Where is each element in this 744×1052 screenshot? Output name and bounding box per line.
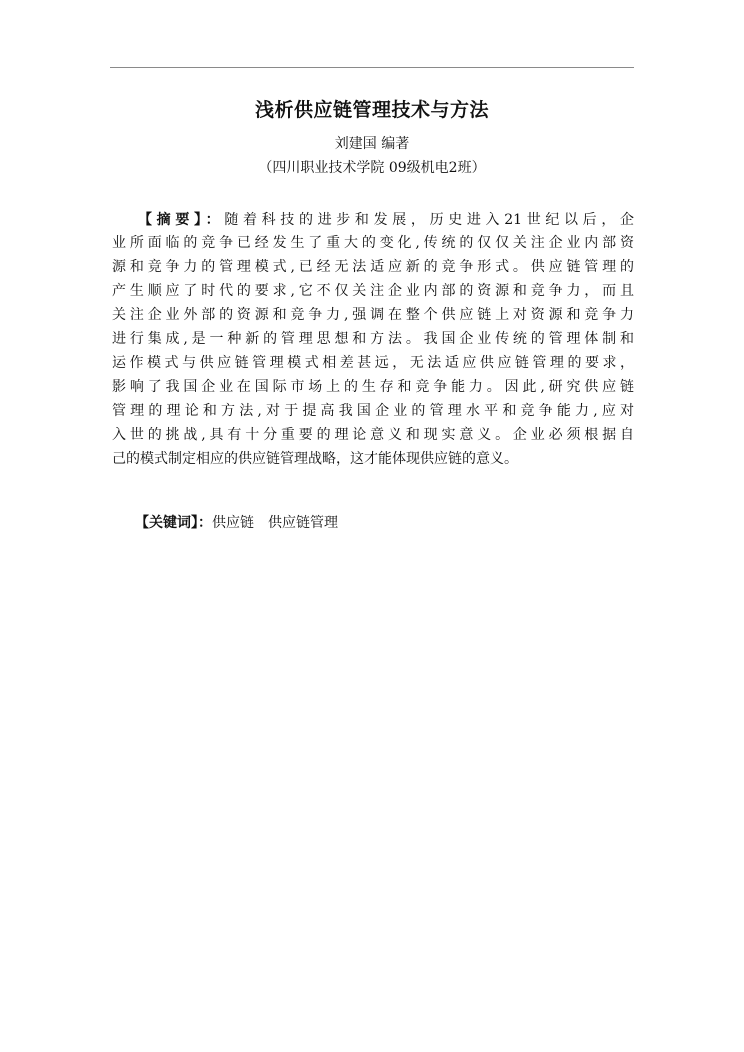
abstract-label: 【摘要】：	[138, 212, 225, 228]
abstract-line	[138, 212, 634, 229]
document-title: 浅析供应链管理技术与方法	[254, 99, 489, 121]
abstract-line: 业所面临的竞争已经发生了重大的变化,传统的仅仅关注企业内部资	[112, 235, 634, 251]
keywords-line	[135, 512, 338, 532]
abstract-line: 影响了我国企业在国际市场上的生存和竞争能力。因此,研究供应链	[112, 379, 634, 395]
abstract-line: 管理的理论和方法,对于提高我国企业的管理水平和竞争能力,应对	[112, 403, 634, 419]
abstract-line: 关注企业外部的资源和竞争力,强调在整个供应链上对资源和竞争力	[112, 307, 634, 323]
abstract-line: 己的模式制定相应的供应链管理战略，这才能体现供应链的意义。	[112, 451, 518, 467]
keywords-label: 【关键词】：	[135, 515, 212, 531]
keywords-text: 供应链 供应链管理	[212, 515, 338, 531]
abstract-line: 源和竞争力的管理模式,已经无法适应新的竞争形式。供应链管理的	[112, 259, 634, 275]
affiliation-line: （四川职业技术学院 09级机电2班）	[258, 160, 486, 176]
header-rule	[110, 67, 634, 68]
abstract-line: 运作模式与供应链管理模式相差甚远，无法适应供应链管理的要求，	[112, 355, 634, 371]
abstract-line: 入世的挑战,具有十分重要的理论意义和现实意义。企业必须根据自	[112, 427, 634, 443]
abstract-first-line-text: 随着科技的进步和发展，历史进入21世纪以后，企	[224, 212, 634, 228]
abstract-line: 产生顺应了时代的要求,它不仅关注企业内部的资源和竞争力，而且	[112, 283, 634, 299]
abstract-line: 进行集成,是一种新的管理思想和方法。我国企业传统的管理体制和	[112, 331, 634, 347]
author-line: 刘建国 编著	[334, 136, 410, 152]
